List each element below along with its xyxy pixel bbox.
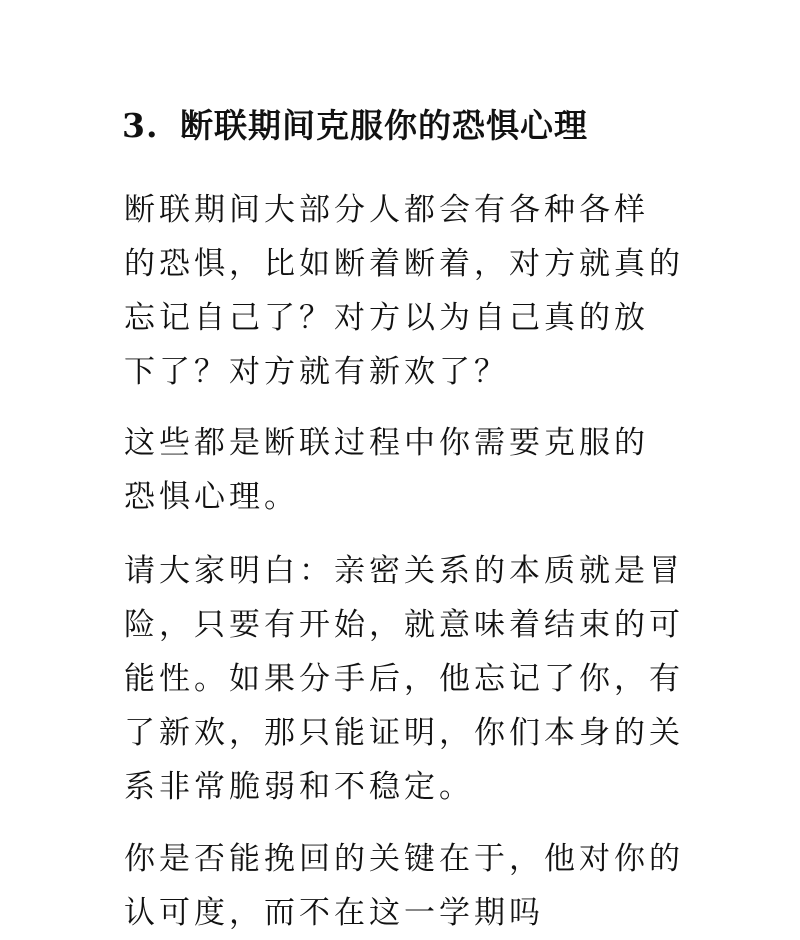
paragraph-line: 的恐惧，比如断着断着，对方就真的 — [124, 246, 684, 282]
paragraph-fears — [124, 183, 684, 399]
paragraph-line: 恐惧心理。 — [124, 479, 299, 515]
paragraph-line: 请大家明白：亲密关系的本质就是冒 — [124, 553, 684, 589]
section-number: 3. — [122, 106, 159, 145]
paragraph-line: 这些都是断联过程中你需要克服的 — [124, 425, 649, 461]
paragraph-line: 认可度，而不在这一学期吗 — [124, 895, 544, 931]
paragraph-overcome — [124, 416, 684, 524]
paragraph-line: 了新欢，那只能证明，你们本身的关 — [124, 715, 684, 751]
paragraph-line: 能性。如果分手后，他忘记了你，有 — [124, 661, 684, 697]
paragraph-line: 忘记自己了？对方以为自己真的放 — [124, 300, 649, 336]
section-heading — [122, 103, 722, 149]
paragraph-line: 你是否能挽回的关键在于，他对你的 — [124, 841, 684, 877]
paragraph-line: 险，只要有开始，就意味着结束的可 — [124, 607, 684, 643]
section-title: 断联期间克服你的恐惧心理 — [180, 106, 588, 145]
paragraph-line: 系非常脆弱和不稳定。 — [124, 769, 474, 805]
paragraph-line: 下了？对方就有新欢了？ — [124, 354, 509, 390]
paragraph-key — [124, 832, 684, 940]
paragraph-line: 断联期间大部分人都会有各种各样 — [124, 192, 649, 228]
paragraph-intimacy — [124, 544, 684, 814]
